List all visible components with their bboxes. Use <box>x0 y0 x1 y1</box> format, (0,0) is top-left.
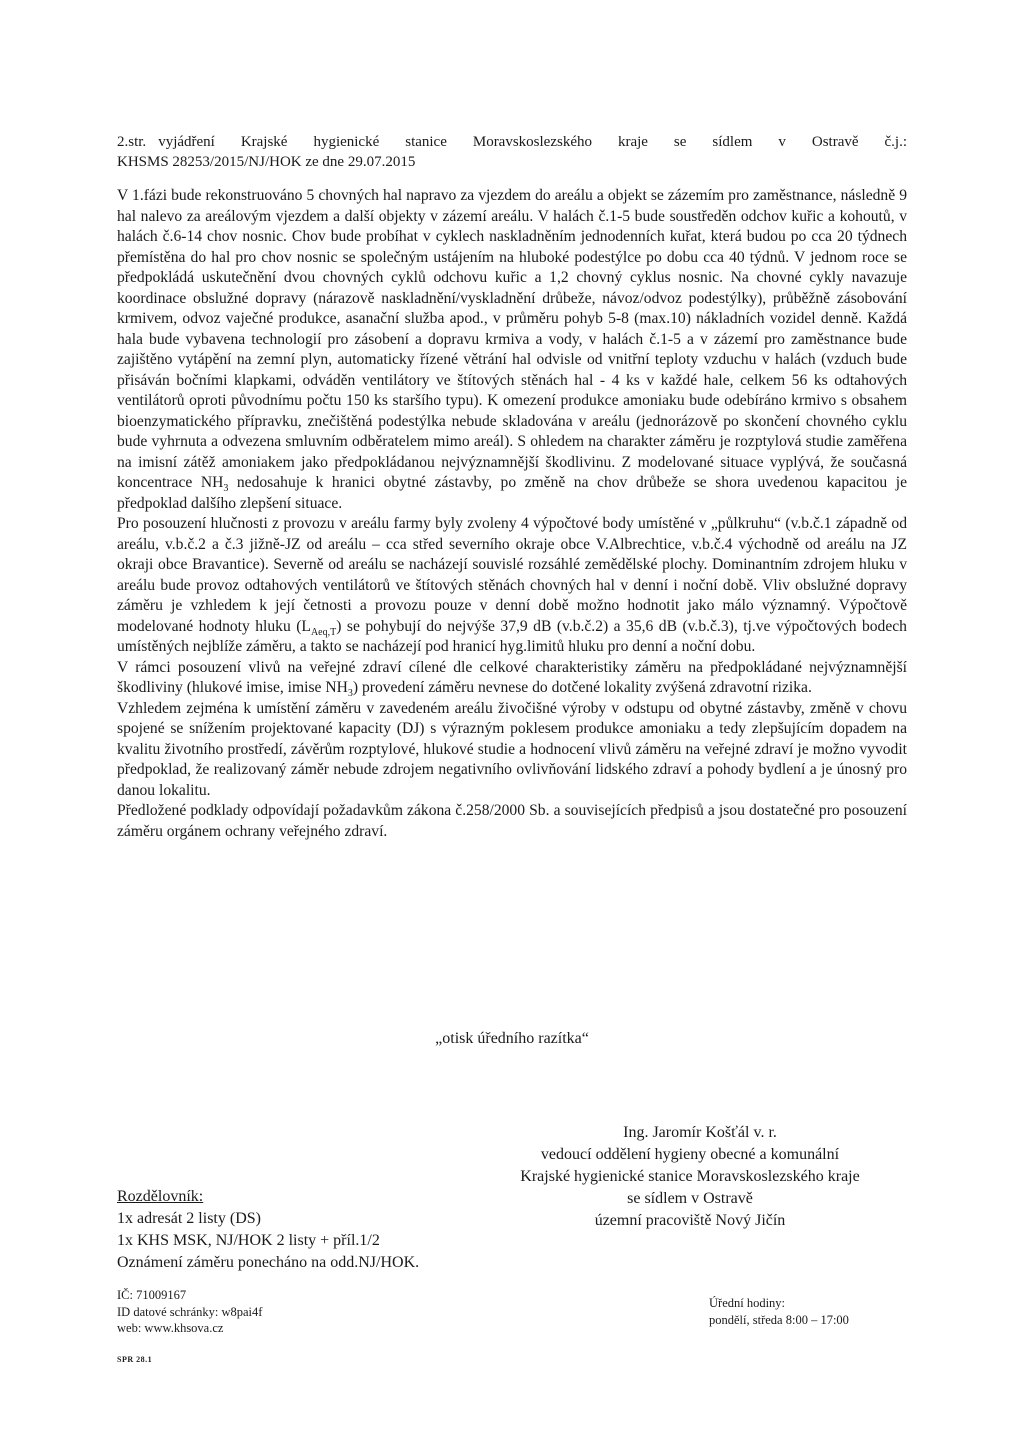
signatory-position: vedoucí oddělení hygieny obecné a komunální <box>540 1146 840 1163</box>
paragraph-5: Předložené podklady odpovídají požadavkům zákona č.258/2000 Sb. a souvisejících předpisů a jsou dostatečné pro posouzení záměru orgánem ochrany veřejného zdraví. <box>117 802 907 840</box>
distribution-item: 1x KHS MSK, NJ/HOK 2 listy + příl.1/2 <box>117 1232 380 1249</box>
signatory-institution: Krajské hygienické stanice Moravskoslezského kraje <box>520 1168 860 1185</box>
footer-office-hours <box>709 1295 929 1328</box>
paragraph-1 <box>117 186 907 514</box>
signature-block <box>470 1122 910 1232</box>
paragraph-1-subscript: 3 <box>223 483 229 495</box>
footer-ico: IČ: 71009167 <box>117 1288 187 1302</box>
paragraph-2-text-a: Pro posouzení hlučnosti z provozu v areálu farmy byly zvoleny 4 výpočtové body umístěné v „půlkruhu“ (v.b.č.1 západně od areálu, v.b.č.2 a č.3 jižně-JZ od areálu – cca střed severního okraje obce V.Albrechtice, v.b.č.4 východně od areálu na JZ okraji obce Bravantice). Severně od areálu se nacházejí souvislé rozsáhlé zemědělské plochy. Dominantním zdrojem hluku v areálu bude provoz odtahových ventilátorů ve štítových stěnách chovných hal v denní i noční době. Vliv obslužné dopravy záměru je vzhledem k její četnosti a provozu pouze v denní době možno hodnotit jako málo významný. Výpočtově modelované hodnoty hluku (L <box>117 515 907 635</box>
paragraph-3-text-a: V rámci posouzení vlivů na veřejné zdraví cílené dle celkové charakteristiky záměru na předpokládané nejvýznamnější škodliviny (hlukové imise, imise NH <box>117 658 907 696</box>
office-hours-value: pondělí, středa 8:00 – 17:00 <box>709 1312 849 1327</box>
signatory-name: Ing. Jaromír Košťál v. r. <box>623 1124 777 1141</box>
paragraph-4: Vzhledem zejména k umístění záměru v zavedeném areálu živočišné výroby v odstupu od obytné zástavby, změně v chovu spojené se snížením projektované kapacity (DJ) s výrazným poklesem produkce amoniaku a tedy zlepšujícím dopadem na kvalitu životního prostředí, závěrům rozptylové, hlukové studie a hodnocení vlivů záměru na veřejné zdraví je možno vyvodit předpoklad, že realizovaný záměr nebude zdrojem negativního ovlivňování lidského zdraví a pohody bydlení a je únosný pro danou lokalitu. <box>117 699 907 799</box>
paragraph-1-text-b: nedosahuje k hranici obytné zástavby, po změně na chov drůbeže se shora uvedenou kapacitou je předpoklad dalšího zlepšení situace. <box>117 474 907 512</box>
footer-contact <box>117 1287 417 1337</box>
form-code: SPR 28.1 <box>117 1355 153 1364</box>
distribution-item: 1x adresát 2 listy (DS) <box>117 1210 261 1227</box>
distribution-list <box>117 1186 477 1274</box>
office-hours-label: Úřední hodiny: <box>709 1296 786 1310</box>
signatory-workplace: územní pracoviště Nový Jičín <box>594 1212 786 1229</box>
footer-web: web: www.khsova.cz <box>117 1321 224 1335</box>
paragraph-3-text-b: ) provedení záměru nevnese do dotčené lokality zvýšená zdravotní rizika. <box>352 679 812 696</box>
header-line <box>117 132 907 152</box>
page-label: 2.str. <box>117 134 147 150</box>
paragraph-3-subscript: 3 <box>347 688 353 700</box>
distribution-heading: Rozdělovník: <box>117 1188 204 1205</box>
page-header <box>117 132 907 172</box>
paragraph-3 <box>117 658 907 699</box>
official-stamp-note: „otisk úředního razítka“ <box>435 1030 589 1047</box>
footer-databox: ID datové schránky: w8pai4f <box>117 1304 263 1319</box>
distribution-item: Oznámení záměru ponecháno na odd.NJ/HOK. <box>117 1254 420 1271</box>
header-title: vyjádření Krajské hygienické stanice Moravskoslezského kraje se sídlem v Ostravě č.j.: <box>158 134 907 150</box>
paragraph-2-subscript: Aeq,T <box>310 626 337 638</box>
paragraph-2-text-b: ) se pohybují do nejvýše 37,9 dB (v.b.č.2) a 35,6 dB (v.b.č.3), tj.ve výpočtových bodech umístěných nejblíže záměru, a takto se nacházejí pod hranicí hyg.limitů hluku pro denní a noční dobu. <box>117 617 907 655</box>
document-body <box>117 186 907 842</box>
paragraph-1-text-a: V 1.fázi bude rekonstruováno 5 chovných hal napravo za vjezdem do areálu a objekt se zázemím pro zaměstnance, následně 9 hal nalevo za areálovým vjezdem a další objekty v zázemí areálu. V halách č.1-5 bude soustředěn odchov kuřic a kohoutů, v halách č.6-14 chov nosnic. Chov bude probíhat v cyklech naskladněním jednodenních kuřat, která budou po cca 20 týdnech přemístěna do hal pro chov nosnic se společným ustájením na hluboké podestýlce po dobu cca 40 týdnů. V jednom roce se předpokládá uskutečnění dvou chovných cyklů odchovu kuřic a 1,2 chovný cyklus nosnic. Na chovné cykly navazuje koordinace obslužné dopravy (nárazově naskladnění/vyskladnění drůbeže, návoz/odvoz podestýlky), průběžně zásobování krmivem, odvoz vaječné produkce, asanační služba apod., v průměru pohyb 5-8 (max.10) nákladních vozidel denně. Každá hala bude vybavena technologií pro zásobení a dopravu krmiva a vody, v halách č.1-5 a v zázemí pro zaměstnance bude zajištěno vytápění na zemní plyn, automaticky řízené větrání hal odvisle od vnitřní teploty vzduchu v halách (vzduch bude přisáván bočními klapkami, odváděn ventilátory ve štítových stěnách hal - 4 ks v každé hale, celkem 56 ks odtahových ventilátorů oproti původnímu počtu 150 ks staršího typu). K omezení produkce amoniaku bude odebíráno krmivo s obsahem bioenzymatického přípravku, znečištěná podestýlka nebude skladována v areálu (jednorázově po skončení chovného cyklu bude vyhrnuta a odvezena smluvním odběratelem mimo areál). S ohledem na charakter záměru je rozptylová studie zaměřena na imisní zátěž amoniakem jako předpokládanou nejvýznamnější škodlivinu. Z modelované situace vyplývá, že současná koncentrace NH <box>117 187 907 491</box>
signatory-seat: se sídlem v Ostravě <box>627 1190 753 1207</box>
paragraph-2 <box>117 514 907 658</box>
header-reference: KHSMS 28253/2015/NJ/HOK ze dne 29.07.2015 <box>117 154 416 170</box>
